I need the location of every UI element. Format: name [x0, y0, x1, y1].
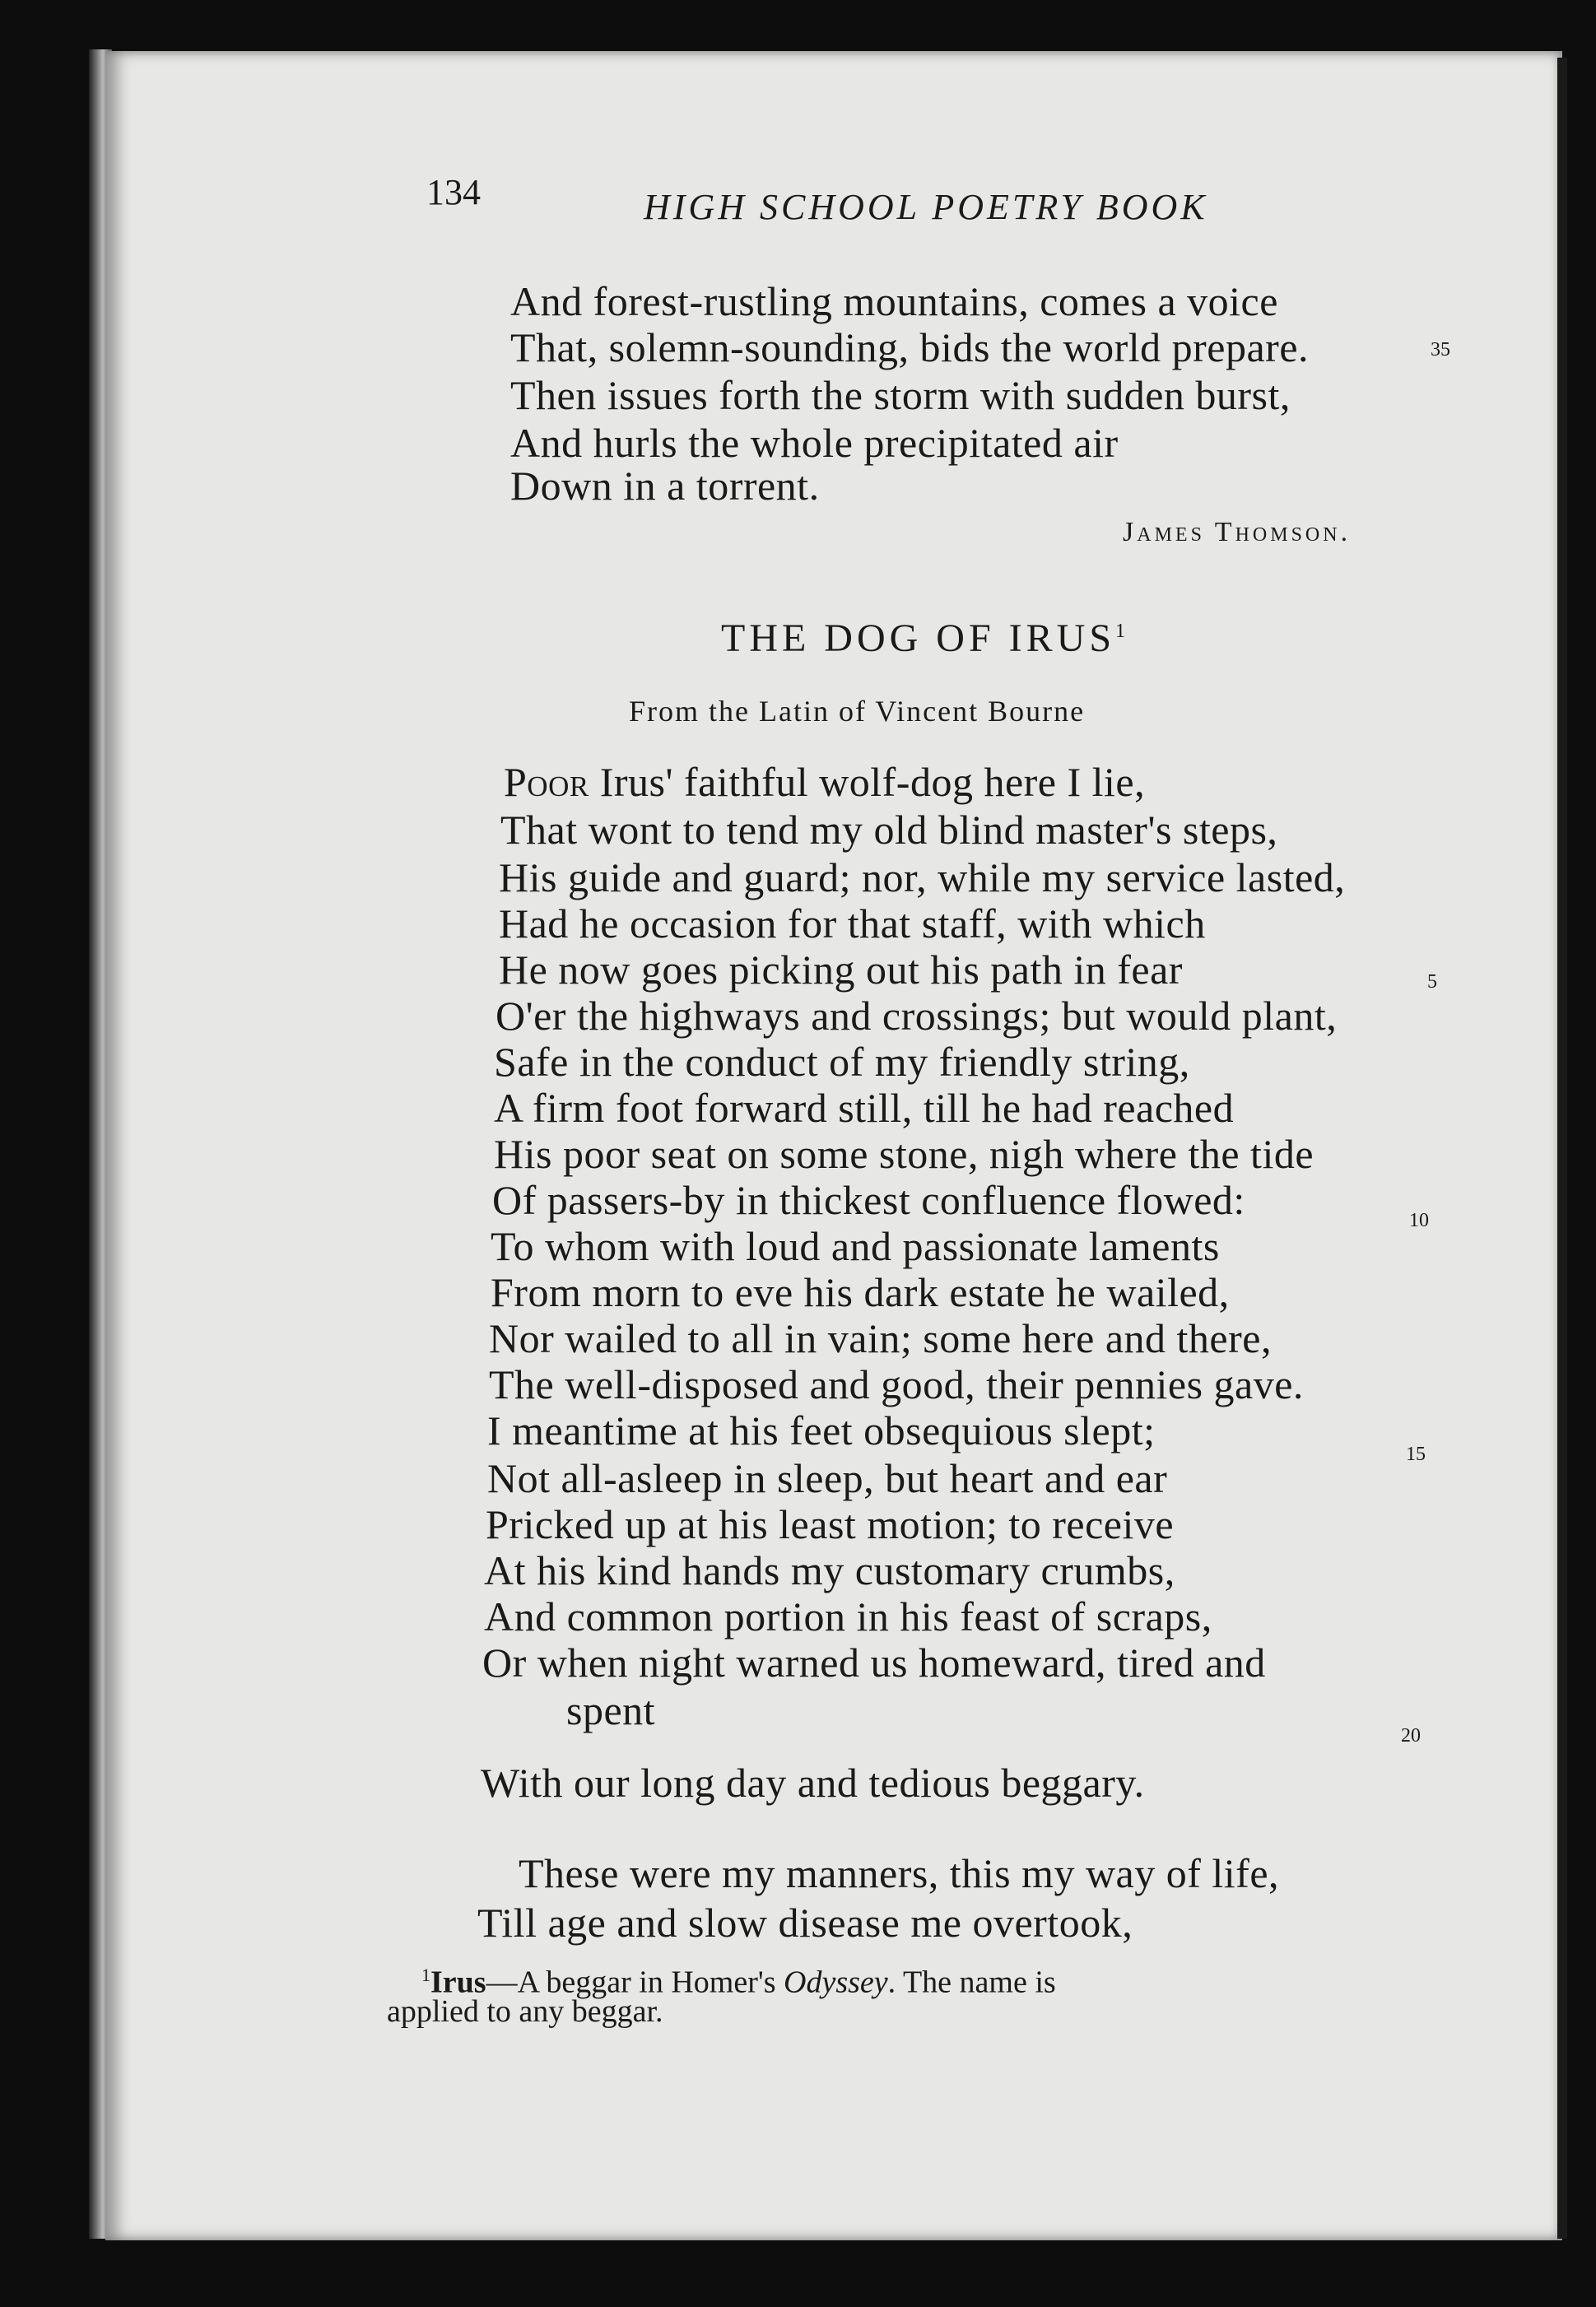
poem-line: Nor wailed to all in vain; some here and there, — [489, 1315, 1272, 1361]
footnote-term: Irus — [430, 1965, 486, 2000]
first-line-text: Irus' faithful wolf-dog here I lie, — [589, 759, 1146, 805]
footnote-text: . The name is — [887, 1965, 1056, 2000]
poem-line: From morn to eve his dark estate he wailed, — [491, 1269, 1230, 1315]
line-number: 35 — [1431, 339, 1450, 360]
line-number: 5 — [1427, 971, 1437, 993]
poem-line: Safe in the conduct of my friendly string, — [494, 1039, 1190, 1085]
line-number: 15 — [1406, 1444, 1426, 1465]
footnote-mark: 1 — [421, 1965, 430, 1985]
poem-line: His poor seat on some stone, nigh where the tide — [494, 1131, 1314, 1177]
footnote-text: —A beggar in Homer's — [486, 1965, 784, 2000]
poem-line: With our long day and tedious beggary. — [481, 1760, 1145, 1806]
poem-line: That, solemn-sounding, bids the world prepare. — [510, 324, 1310, 370]
poem-line: I meantime at his feet obsequious slept; — [487, 1407, 1156, 1454]
poem-line: Or when night warned us homeward, tired and — [482, 1640, 1266, 1686]
poem-line: These were my manners, this my way of life, — [519, 1850, 1280, 1896]
line-number: 10 — [1409, 1210, 1429, 1231]
poem-line — [504, 759, 1145, 805]
poem-line: Then issues forth the storm with sudden burst, — [510, 372, 1291, 418]
poem-line: Down in a torrent. — [510, 463, 820, 509]
line-number: 20 — [1401, 1725, 1421, 1747]
poem-line: And hurls the whole precipitated air — [510, 420, 1119, 466]
page-number: 134 — [426, 172, 481, 212]
running-title: HIGH SCHOOL POETRY BOOK — [644, 187, 1208, 227]
poem-line: Pricked up at his least motion; to receive — [486, 1501, 1175, 1547]
poem-line: At his kind hands my customary crumbs, — [484, 1547, 1175, 1593]
poem-author: James Thomson. — [1123, 517, 1352, 547]
footnote-line-2: applied to any beggar. — [387, 1994, 663, 2029]
page-right-edge — [1557, 58, 1567, 2239]
poem-line: O'er the highways and crossings; but would plant, — [496, 993, 1338, 1039]
poem-line: A firm foot forward still, till he had reached — [494, 1085, 1235, 1131]
poem-line: The well-disposed and good, their pennies gave. — [489, 1361, 1304, 1407]
poem-line: That wont to tend my old blind master's steps, — [500, 807, 1278, 853]
poem-line-continuation: spent — [566, 1687, 656, 1733]
poem-line: And forest-rustling mountains, comes a voice — [510, 278, 1278, 324]
poem-subtitle: From the Latin of Vincent Bourne — [629, 695, 1086, 728]
poem-line: He now goes picking out his path in fear — [499, 947, 1183, 993]
poem-line: Not all-asleep in sleep, but heart and ear — [487, 1455, 1168, 1501]
poem-line: His guide and guard; nor, while my service lasted, — [499, 854, 1346, 900]
poem-title — [721, 616, 1129, 661]
footnote-work: Odyssey — [784, 1965, 888, 2000]
footnote-mark: 1 — [1115, 621, 1130, 642]
poem-line: And common portion in his feast of scraps, — [484, 1593, 1212, 1640]
first-word: Poor — [504, 759, 589, 805]
poem-title-text: THE DOG OF IRUS — [721, 616, 1116, 660]
poem-line: Had he occasion for that staff, with which — [499, 900, 1206, 947]
poem-line: Of passers-by in thickest confluence flowed: — [492, 1177, 1245, 1223]
poem-line: To whom with loud and passionate laments — [491, 1223, 1220, 1269]
poem-line: Till age and slow disease me overtook, — [477, 1900, 1133, 1946]
